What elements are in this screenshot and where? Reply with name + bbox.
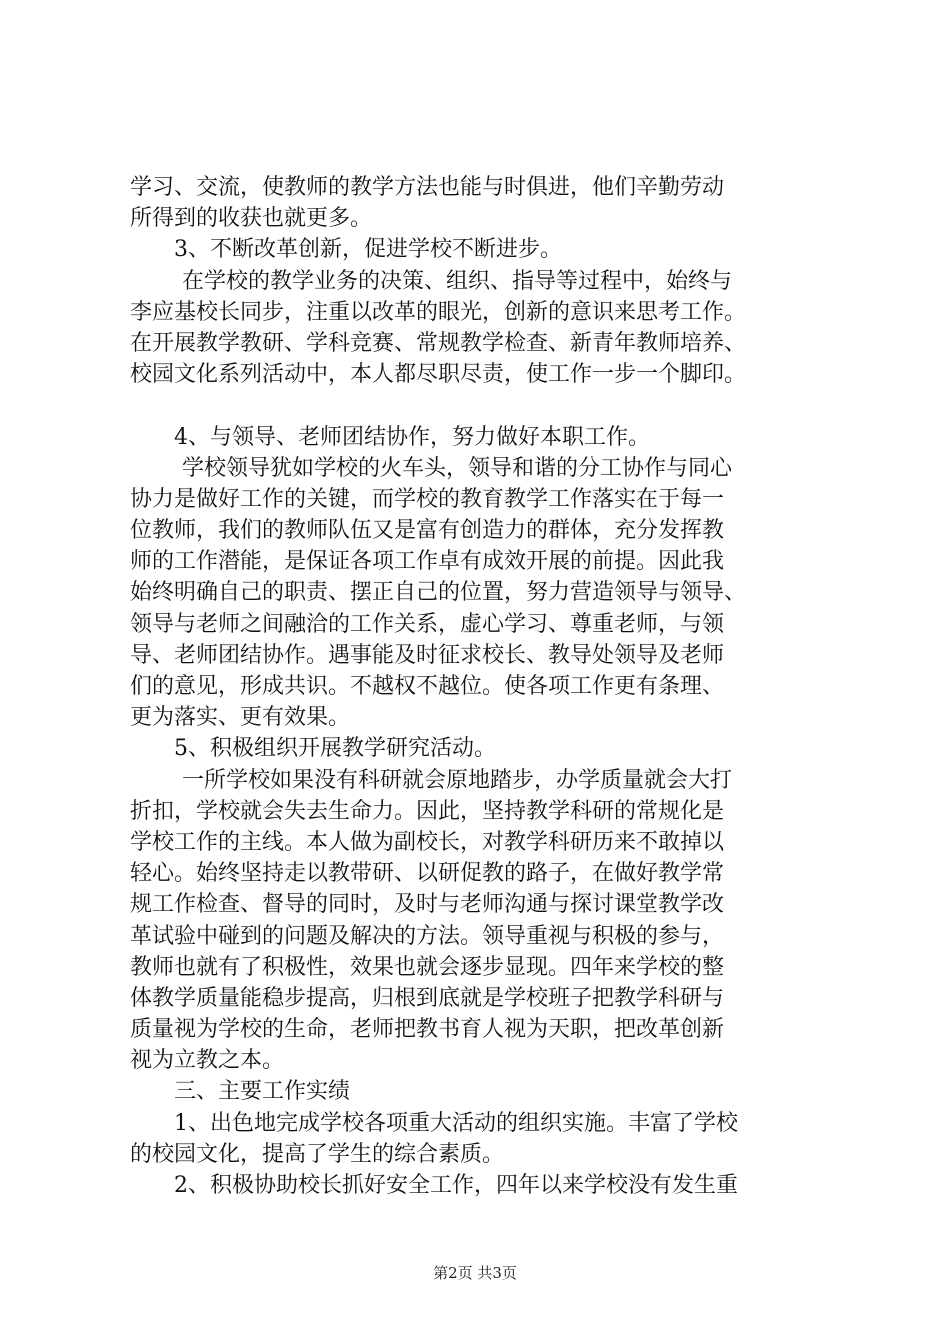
text-line: 更为落实、更有效果。 (130, 705, 351, 731)
section-heading: 4、与领导、老师团结协作，努力做好本职工作。 (174, 424, 650, 450)
text-line: 在开展教学教研、学科竞赛、常规教学检查、新青年教师培养、 (130, 330, 747, 356)
section-heading: 5、积极组织开展教学研究活动。 (174, 736, 496, 762)
text-line: 视为立教之本。 (130, 1048, 285, 1074)
text-line: 2、积极协助校长抓好安全工作，四年以来学校没有发生重 (174, 1173, 738, 1198)
text-line: 始终明确自己的职责、摆正自己的位置，努力营造领导与领导、 (130, 580, 747, 606)
text-line: 学校工作的主线。本人做为副校长，对教学科研历来不敢掉以 (130, 829, 725, 855)
text-line: 轻心。始终坚持走以教带研、以研促教的路子，在做好教学常 (130, 861, 725, 887)
text-line: 学校领导犹如学校的火车头，领导和谐的分工协作与同心 (182, 455, 733, 481)
page-footer: 第2页 共3页 (433, 1264, 517, 1282)
text-line: 学习、交流，使教师的教学方法也能与时俱进，他们辛勤劳动 (130, 175, 725, 200)
text-line: 领导与老师之间融洽的工作关系，虚心学习、尊重老师，与领 (130, 611, 725, 637)
text-line: 的校园文化，提高了学生的综合素质。 (130, 1141, 505, 1167)
text-line: 们的意见，形成共识。不越权不越位。使各项工作更有条理、 (130, 674, 725, 699)
body-text (130, 172, 835, 1201)
text-line: 体教学质量能稳步提高，归根到底就是学校班子把教学科研与 (130, 985, 725, 1011)
text-line: 教师也就有了积极性，效果也就会逐步显现。四年来学校的整 (130, 954, 725, 980)
text-line: 协力是做好工作的关键，而学校的教育教学工作落实在于每一 (130, 486, 725, 512)
text-line: 所得到的收获也就更多。 (130, 206, 373, 232)
text-line: 导、老师团结协作。遇事能及时征求校长、教导处领导及老师 (130, 642, 725, 668)
paragraph-spacer (130, 390, 835, 421)
text-line: 位教师，我们的教师队伍又是富有创造力的群体，充分发挥教 (130, 518, 725, 544)
text-line: 折扣，学校就会失去生命力。因此，坚持教学科研的常规化是 (130, 798, 725, 824)
text-line: 规工作检查、督导的同时，及时与老师沟通与探讨课堂教学改 (130, 892, 725, 918)
text-line: 一所学校如果没有科研就会原地踏步，办学质量就会大打 (182, 767, 733, 793)
text-line: 质量视为学校的生命，老师把教书育人视为天职，把改革创新 (130, 1017, 725, 1043)
section-heading: 3、不断改革创新，促进学校不断进步。 (174, 237, 562, 263)
text-line: 革试验中碰到的问题及解决的方法。领导重视与积极的参与， (130, 923, 725, 949)
text-line: 师的工作潜能，是保证各项工作卓有成效开展的前提。因此我 (130, 549, 725, 575)
section-heading: 三、主要工作实绩 (174, 1079, 351, 1105)
text-line: 1、出色地完成学校各项重大活动的组织实施。丰富了学校 (174, 1110, 738, 1136)
text-line: 李应基校长同步，注重以改革的眼光，创新的意识来思考工作。 (130, 299, 747, 325)
text-line: 在学校的教学业务的决策、组织、指导等过程中，始终与 (182, 268, 733, 294)
text-line: 校园文化系列活动中，本人都尽职尽责，使工作一步一个脚印。 (130, 362, 747, 388)
